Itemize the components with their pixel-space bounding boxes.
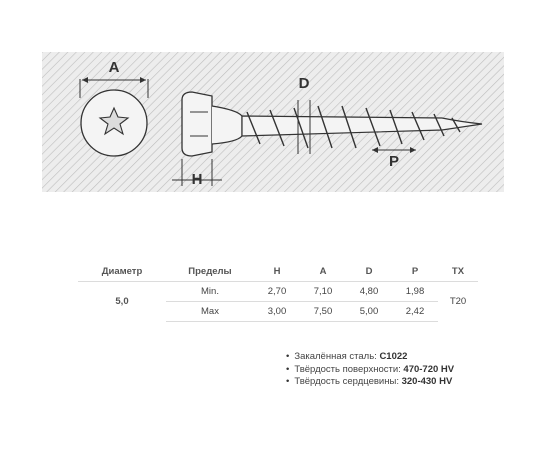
dim-a-label: A bbox=[108, 59, 120, 76]
property-value: 320-430 HV bbox=[401, 376, 453, 387]
col-d-header: D bbox=[346, 262, 392, 282]
table-cell: 7,50 bbox=[300, 302, 346, 322]
tx-value: T20 bbox=[449, 296, 467, 308]
limit-label: Min. bbox=[166, 282, 254, 302]
screw-technical-drawing bbox=[42, 52, 504, 192]
col-a-header: A bbox=[300, 262, 346, 282]
table-cell: 1,98 bbox=[392, 282, 438, 302]
table-cell: 2,42 bbox=[392, 302, 438, 322]
property-value: 470-720 HV bbox=[403, 363, 455, 375]
col-tx-header: TX bbox=[438, 262, 478, 282]
table-cell: 3,00 bbox=[254, 302, 300, 322]
col-h-header: H bbox=[254, 262, 300, 282]
limit-label: Max bbox=[166, 302, 254, 322]
property-label: Твёрдость поверхности: bbox=[294, 363, 404, 375]
dim-p-label: P bbox=[388, 153, 400, 170]
property-value: C1022 bbox=[379, 351, 408, 362]
table-cell: 5,00 bbox=[346, 302, 392, 322]
table-cell: 7,10 bbox=[300, 282, 346, 302]
property-label: Закалённая сталь: bbox=[294, 351, 380, 362]
material-properties-list bbox=[286, 351, 454, 389]
list-item bbox=[286, 376, 454, 389]
col-limits-header: Пределы bbox=[166, 262, 254, 282]
col-p-header: P bbox=[392, 262, 438, 282]
list-item bbox=[286, 364, 454, 377]
dim-d-label: D bbox=[298, 75, 310, 92]
diameter-value: 5,0 bbox=[115, 296, 129, 308]
col-diameter-header: Диаметр bbox=[78, 262, 166, 282]
property-label: Твёрдость сердцевины: bbox=[294, 376, 402, 387]
table-cell: 4,80 bbox=[346, 282, 392, 302]
table-row bbox=[78, 282, 478, 302]
table-cell: 2,70 bbox=[254, 282, 300, 302]
list-item bbox=[286, 351, 454, 364]
dimensions-table bbox=[78, 262, 478, 322]
dim-h-label: H bbox=[191, 171, 203, 188]
